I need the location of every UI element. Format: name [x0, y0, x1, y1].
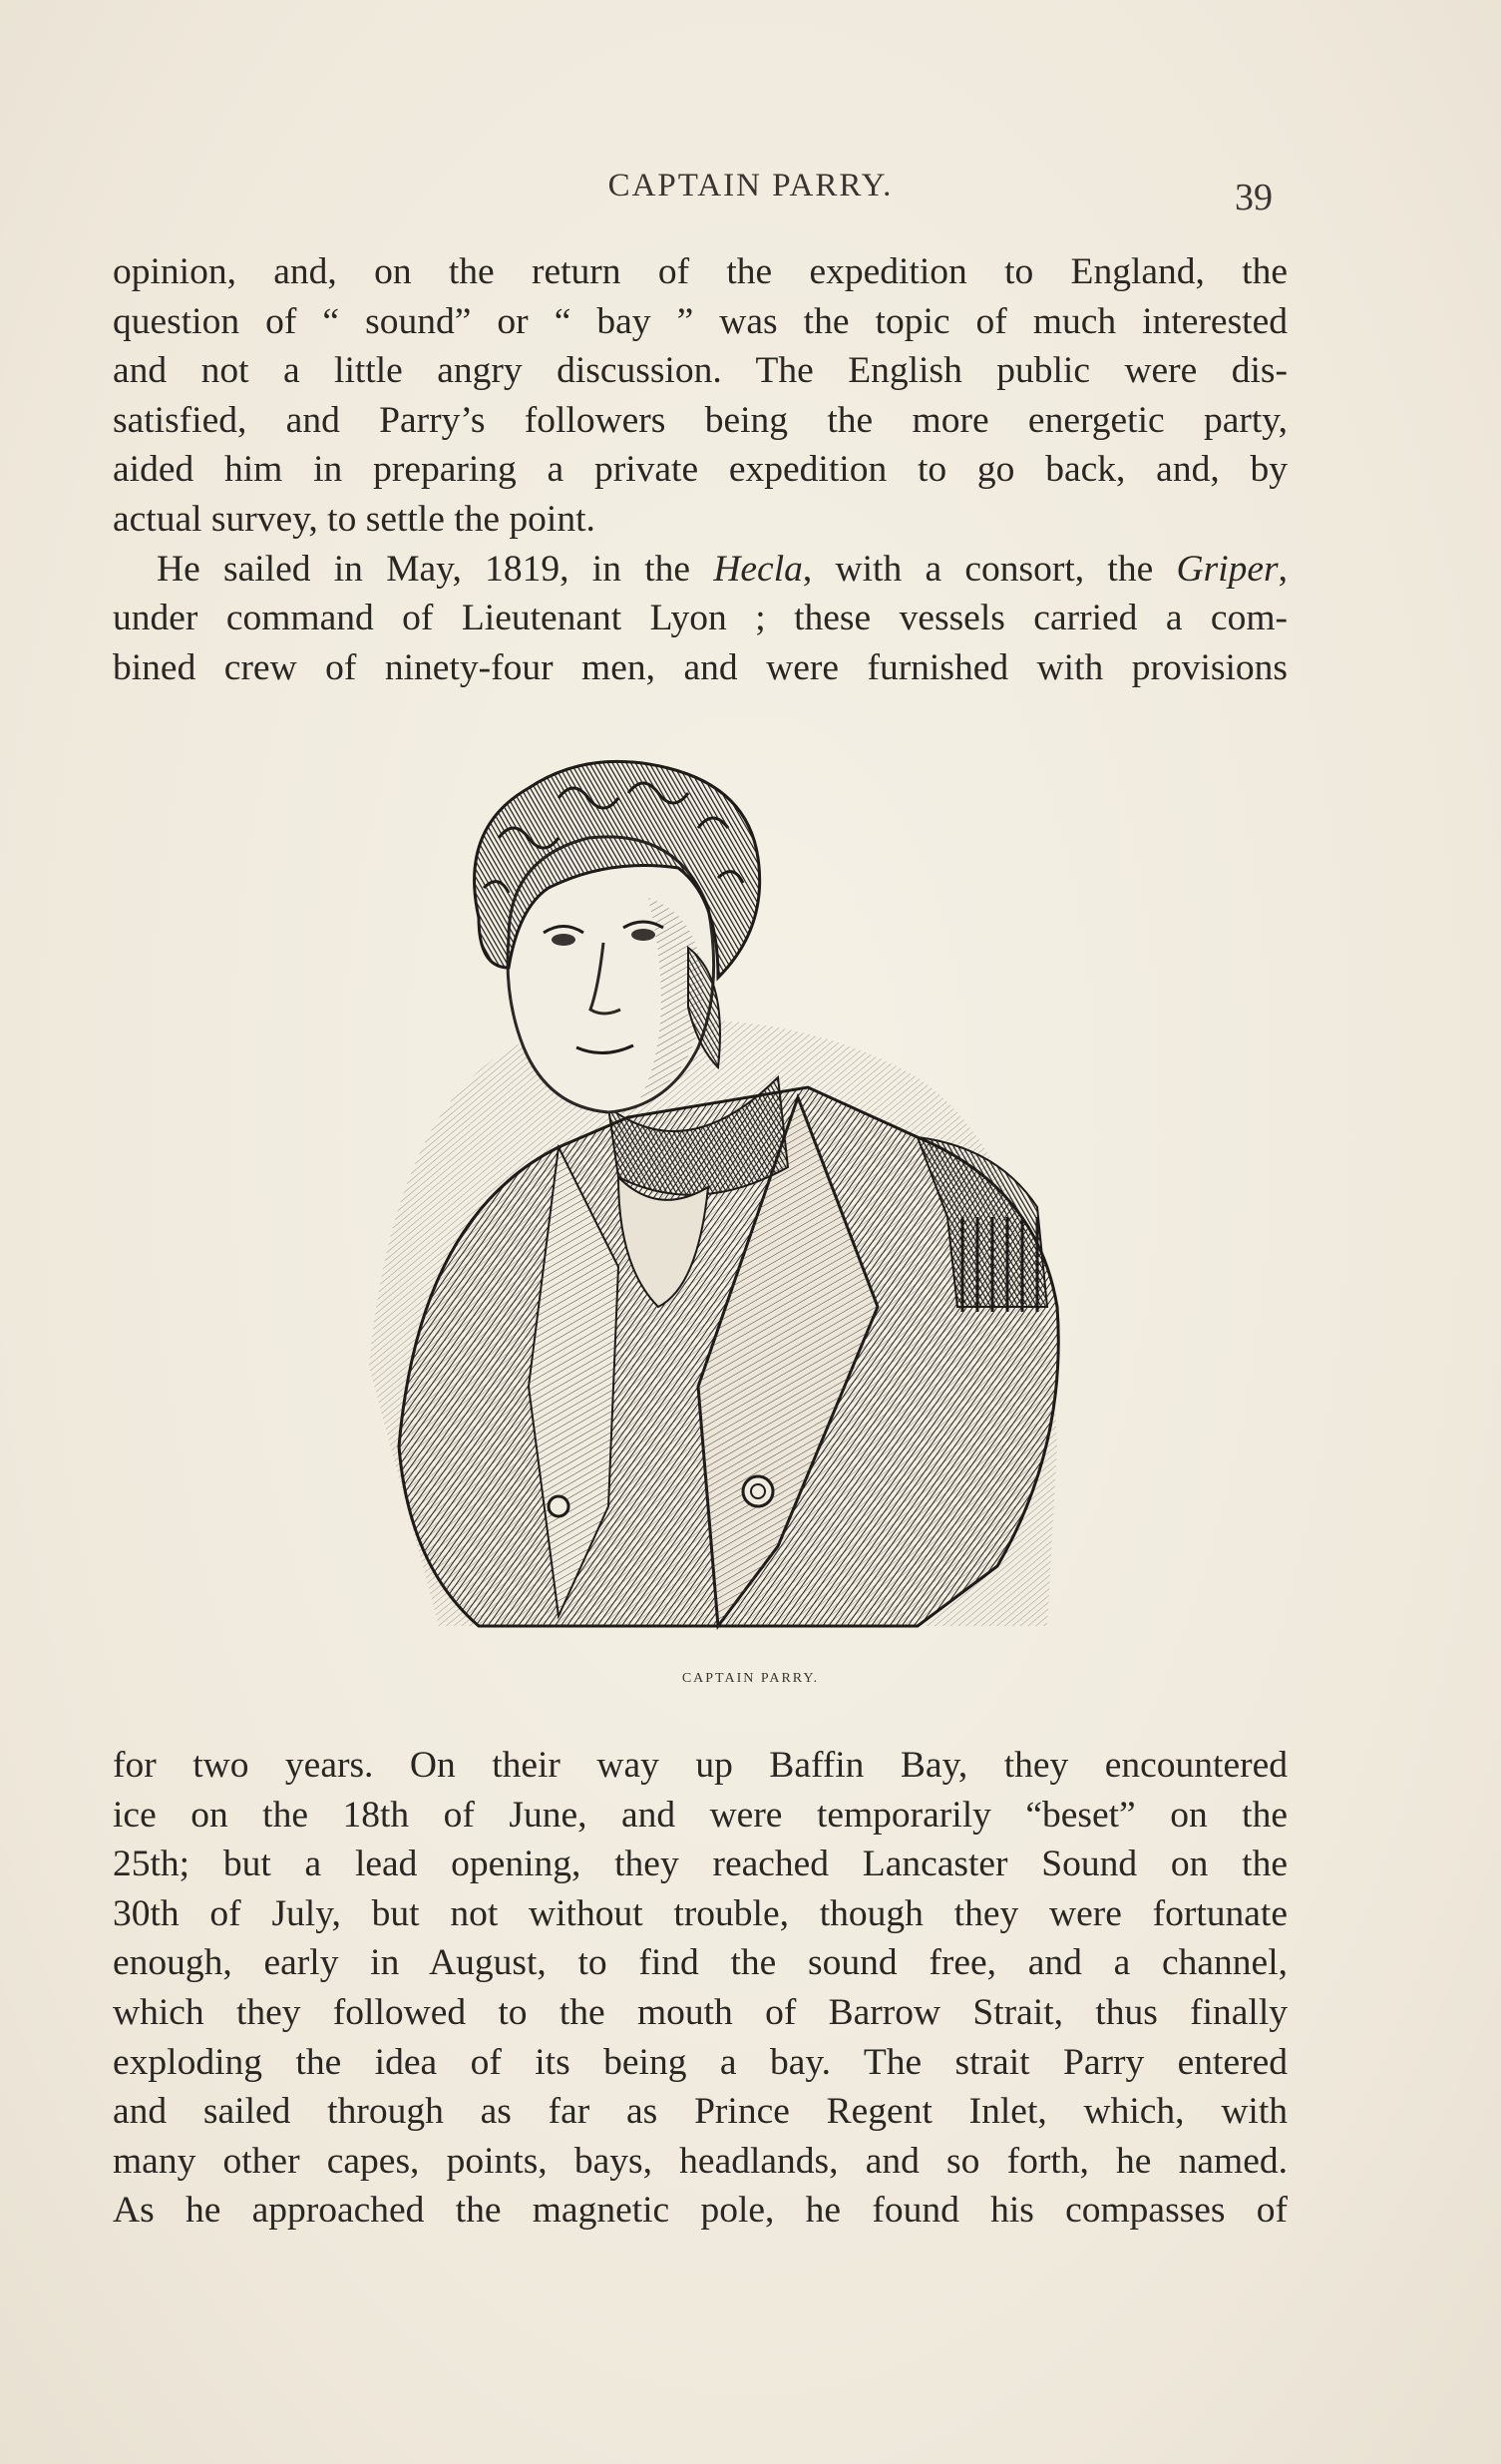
text-line: opinion, and, on the return of the expedition to England, the — [113, 251, 1288, 292]
text-line: which they followed to the mouth of Barrow Strait, thus finally — [113, 1991, 1288, 2033]
bottom-text-block — [113, 1741, 1288, 2236]
text-line: under command of Lieutenant Lyon ; these vessels carried a com- — [113, 598, 1288, 639]
text-fragment: , — [1278, 548, 1288, 590]
text-line: aided him in preparing a private expedition to go back, and, by — [113, 449, 1288, 491]
text-line: enough, early in August, to find the sound free, and a channel, — [113, 1942, 1288, 1984]
text-line: 25th; but a lead opening, they reached Lancaster Sound on the — [113, 1844, 1288, 1885]
ship-name-griper: Griper — [1176, 548, 1279, 590]
top-text-block — [113, 247, 1288, 692]
text-line: and not a little angry discussion. The English public were dis- — [113, 350, 1288, 392]
text-line: bined crew of ninety-four men, and were furnished with provisions — [113, 646, 1288, 688]
text-fragment: , with a consort, the — [802, 548, 1177, 590]
figure-caption: CAPTAIN PARRY. — [681, 1671, 820, 1686]
text-line: actual survey, to settle the point. — [113, 498, 595, 540]
portrait-engraving — [359, 748, 1077, 1646]
ship-name-hecla: Hecla — [713, 548, 803, 590]
text-line: satisfied, and Parry’s followers being the more energetic party, — [113, 399, 1288, 441]
text-line: exploding the idea of its being a bay. The strait Parry entered — [113, 2041, 1288, 2083]
text-line: and sailed through as far as Prince Regent Inlet, which, with — [113, 2091, 1288, 2133]
text-fragment: He sailed in May, 1819, in the — [157, 548, 714, 590]
text-line-ships — [113, 545, 1288, 595]
running-title: CAPTAIN PARRY. — [607, 168, 894, 204]
text-line: ice on the 18th of June, and were temporarily “beset” on the — [113, 1794, 1288, 1836]
page-number: 39 — [1235, 177, 1273, 218]
text-line: many other capes, points, bays, headlands, and so forth, he named. — [113, 2140, 1288, 2182]
text-line: question of “ sound” or “ bay ” was the topic of much interested — [113, 300, 1288, 342]
text-line: for two years. On their way up Baffin Bay, they encountered — [113, 1745, 1288, 1786]
text-line: 30th of July, but not without trouble, though they were fortunate — [113, 1892, 1288, 1934]
text-line: As he approached the magnetic pole, he found his compasses of — [113, 2190, 1288, 2232]
